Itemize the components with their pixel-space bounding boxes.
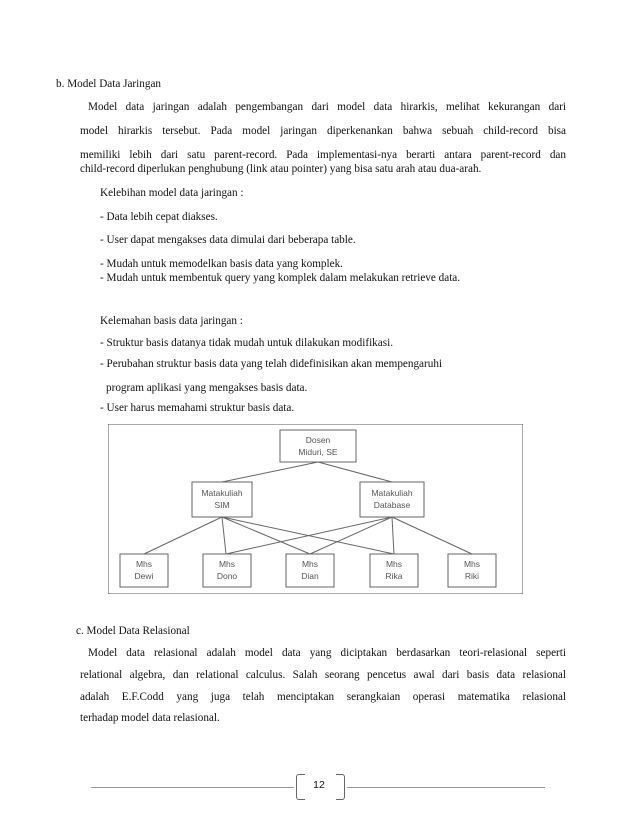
section-b-heading: b. Model Data Jaringan [56,78,162,90]
section-c-paragraph-line-2: relational algebra, dan relational calculus. Salah seorang pencetus awal dari basis data relasional [80,669,566,681]
network-model-diagram-svg [108,424,523,594]
node-database-line-1: Matakuliah [371,488,413,498]
advantages-title: Kelebihan model data jaringan : [100,187,244,199]
page-footer [0,770,638,800]
section-b-paragraph-line-3: memiliki lebih dari satu parent-record. Pada implementasi-nya berarti antara parent-record dan [80,149,566,161]
network-model-diagram [108,424,523,594]
footer-bracket-right [336,774,345,800]
node-rika-line-1: Mhs [385,559,403,569]
footer-rule-left [91,787,294,788]
disadvantage-item: - Struktur basis datanya tidak mudah untuk dilakukan modifikasi. [100,337,393,349]
section-c-paragraph-line-3: adalah E.F.Codd yang juga telah menciptakan serangkaian operasi matematika relasional [80,691,566,703]
node-dian-line-2: Dian [301,571,319,581]
section-b-paragraph-line-4: child-record diperlukan penghubung (link atau pointer) yang bisa satu arah atau dua-arah. [80,163,482,175]
node-rika-line-2: Rika [385,571,403,581]
node-root-line-1: Dosen [305,435,331,445]
disadvantages-title: Kelemahan basis data jaringan : [100,315,243,327]
section-c-paragraph-line-1: Model data relasional adalah model data yang diciptakan berdasarkan teori-relasional seperti [88,647,566,659]
node-dono-line-2: Dono [216,571,238,581]
advantage-item: - Data lebih cepat diakses. [100,211,218,223]
disadvantage-item: program aplikasi yang mengakses basis data. [106,382,308,394]
node-sim-line-2: SIM [214,500,230,510]
footer-rule-right [347,787,545,788]
section-c-paragraph-line-4: terhadap model data relasional. [80,712,220,724]
node-dewi-line-1: Mhs [135,559,153,569]
node-dono-line-1: Mhs [218,559,236,569]
node-dian-line-1: Mhs [301,559,319,569]
section-c-heading: c. Model Data Relasional [76,625,190,637]
node-root-line-2: Miduri, SE [298,447,338,457]
advantage-item: - Mudah untuk memodelkan basis data yang komplek. [100,258,343,270]
disadvantage-item: - Perubahan struktur basis data yang telah didefinisikan akan mempengaruhi [100,358,443,370]
advantage-item: - Mudah untuk membentuk query yang komplek dalam melakukan retrieve data. [100,272,461,284]
node-dewi-line-2: Dewi [134,571,154,581]
page-number: 12 [313,779,325,791]
node-riki-line-2: Riki [464,571,480,581]
advantage-item: - User dapat mengakses data dimulai dari beberapa table. [100,234,356,246]
section-b-paragraph-line-1: Model data jaringan adalah pengembangan dari model data hirarkis, melihat kekurangan dari [88,101,566,113]
disadvantage-item: - User harus memahami struktur basis data. [100,402,295,414]
node-riki-line-1: Mhs [463,559,481,569]
node-database-line-2: Database [373,500,411,510]
node-sim-line-1: Matakuliah [201,488,243,498]
section-b-paragraph-line-2: model hirarkis tersebut. Pada model jaringan diperkenankan bahwa sebuah child-record bisa [80,125,566,137]
